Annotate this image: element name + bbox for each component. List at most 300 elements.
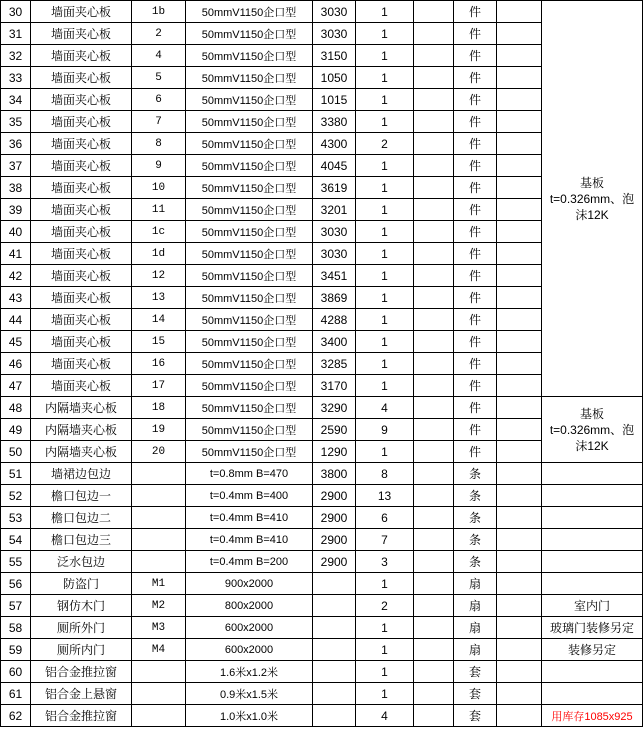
item-name: 铝合金推拉窗 — [31, 661, 132, 683]
blank-cell — [497, 155, 542, 177]
blank-cell — [414, 441, 454, 463]
item-unit: 件 — [454, 199, 497, 221]
blank-cell — [497, 133, 542, 155]
item-code — [132, 551, 186, 573]
item-unit: 扇 — [454, 595, 497, 617]
blank-cell — [414, 177, 454, 199]
item-qty: 13 — [356, 485, 414, 507]
item-spec: 50mmV1150企口型 — [186, 133, 313, 155]
blank-cell — [414, 89, 454, 111]
item-qty: 1 — [356, 155, 414, 177]
row-number: 54 — [1, 529, 31, 551]
item-qty: 1 — [356, 617, 414, 639]
blank-cell — [414, 639, 454, 661]
blank-cell — [414, 199, 454, 221]
item-spec: 1.0米x1.0米 — [186, 705, 313, 727]
table-row — [1, 639, 643, 661]
blank-cell — [497, 705, 542, 727]
item-spec: 600x2000 — [186, 617, 313, 639]
remark-cell — [542, 573, 643, 595]
row-number: 39 — [1, 199, 31, 221]
item-code: M1 — [132, 573, 186, 595]
blank-cell — [414, 331, 454, 353]
remark-cell — [542, 661, 643, 683]
item-spec: 50mmV1150企口型 — [186, 287, 313, 309]
item-qty: 1 — [356, 441, 414, 463]
blank-cell — [497, 595, 542, 617]
item-unit: 套 — [454, 705, 497, 727]
item-unit: 件 — [454, 1, 497, 23]
item-name: 墙面夹心板 — [31, 221, 132, 243]
item-name: 墙面夹心板 — [31, 111, 132, 133]
item-code — [132, 507, 186, 529]
item-name: 檐口包边二 — [31, 507, 132, 529]
item-unit: 件 — [454, 441, 497, 463]
item-code — [132, 485, 186, 507]
item-name: 墙面夹心板 — [31, 309, 132, 331]
item-qty: 4 — [356, 705, 414, 727]
item-unit: 件 — [454, 331, 497, 353]
row-number: 46 — [1, 353, 31, 375]
blank-cell — [497, 639, 542, 661]
item-spec: 50mmV1150企口型 — [186, 177, 313, 199]
table-row — [1, 551, 643, 573]
blank-cell — [497, 67, 542, 89]
blank-cell — [414, 133, 454, 155]
item-name: 墙面夹心板 — [31, 177, 132, 199]
item-name: 墙面夹心板 — [31, 265, 132, 287]
item-spec: 50mmV1150企口型 — [186, 265, 313, 287]
item-code: 19 — [132, 419, 186, 441]
item-qty: 1 — [356, 287, 414, 309]
item-code: 2 — [132, 23, 186, 45]
item-length: 3201 — [313, 199, 356, 221]
item-length: 2590 — [313, 419, 356, 441]
item-qty: 8 — [356, 463, 414, 485]
row-number: 31 — [1, 23, 31, 45]
item-spec: 50mmV1150企口型 — [186, 419, 313, 441]
item-length: 2900 — [313, 551, 356, 573]
item-name: 墙面夹心板 — [31, 331, 132, 353]
row-number: 56 — [1, 573, 31, 595]
row-number: 62 — [1, 705, 31, 727]
blank-cell — [414, 353, 454, 375]
row-number: 47 — [1, 375, 31, 397]
item-qty: 2 — [356, 133, 414, 155]
blank-cell — [497, 661, 542, 683]
item-unit: 件 — [454, 221, 497, 243]
item-qty: 1 — [356, 661, 414, 683]
item-unit: 条 — [454, 507, 497, 529]
blank-cell — [497, 221, 542, 243]
blank-cell — [497, 89, 542, 111]
item-length — [313, 639, 356, 661]
row-number: 40 — [1, 221, 31, 243]
item-length: 3400 — [313, 331, 356, 353]
blank-cell — [497, 683, 542, 705]
item-code: 4 — [132, 45, 186, 67]
row-number: 58 — [1, 617, 31, 639]
item-qty: 1 — [356, 309, 414, 331]
item-code: 13 — [132, 287, 186, 309]
item-length — [313, 573, 356, 595]
item-length: 1290 — [313, 441, 356, 463]
item-spec: 50mmV1150企口型 — [186, 441, 313, 463]
item-qty: 6 — [356, 507, 414, 529]
item-code: 10 — [132, 177, 186, 199]
item-spec: t=0.4mm B=200 — [186, 551, 313, 573]
item-name: 铝合金推拉窗 — [31, 705, 132, 727]
blank-cell — [497, 199, 542, 221]
blank-cell — [414, 529, 454, 551]
item-code: 11 — [132, 199, 186, 221]
blank-cell — [414, 221, 454, 243]
item-length: 3170 — [313, 375, 356, 397]
table-row — [1, 683, 643, 705]
blank-cell — [414, 67, 454, 89]
table-row — [1, 529, 643, 551]
item-length: 4288 — [313, 309, 356, 331]
item-name: 墙面夹心板 — [31, 23, 132, 45]
blank-cell — [497, 529, 542, 551]
blank-cell — [414, 683, 454, 705]
item-code: 16 — [132, 353, 186, 375]
blank-cell — [497, 397, 542, 419]
item-name: 内隔墙夹心板 — [31, 419, 132, 441]
item-name: 墙裙边包边 — [31, 463, 132, 485]
item-qty: 1 — [356, 221, 414, 243]
table-body — [1, 1, 643, 727]
blank-cell — [497, 573, 542, 595]
item-unit: 件 — [454, 155, 497, 177]
item-code: 15 — [132, 331, 186, 353]
item-length: 3030 — [313, 1, 356, 23]
blank-cell — [414, 309, 454, 331]
item-code — [132, 705, 186, 727]
item-length: 3380 — [313, 111, 356, 133]
remark-cell — [542, 485, 643, 507]
item-qty: 9 — [356, 419, 414, 441]
item-length: 2900 — [313, 507, 356, 529]
item-code: M3 — [132, 617, 186, 639]
row-number: 38 — [1, 177, 31, 199]
blank-cell — [414, 463, 454, 485]
remark-cell — [542, 507, 643, 529]
blank-cell — [497, 485, 542, 507]
item-spec: t=0.4mm B=410 — [186, 507, 313, 529]
row-number: 51 — [1, 463, 31, 485]
item-name: 墙面夹心板 — [31, 67, 132, 89]
blank-cell — [414, 23, 454, 45]
item-length — [313, 595, 356, 617]
item-code: 7 — [132, 111, 186, 133]
item-name: 铝合金上悬窗 — [31, 683, 132, 705]
item-name: 钢仿木门 — [31, 595, 132, 617]
blank-cell — [414, 243, 454, 265]
item-length: 3800 — [313, 463, 356, 485]
item-unit: 件 — [454, 45, 497, 67]
remark-cell: 室内门 — [542, 595, 643, 617]
item-length: 1015 — [313, 89, 356, 111]
blank-cell — [414, 551, 454, 573]
blank-cell — [414, 111, 454, 133]
remark-cell: 基板t=0.326mm、泡沫12K — [542, 1, 643, 397]
item-length: 3285 — [313, 353, 356, 375]
row-number: 36 — [1, 133, 31, 155]
row-number: 57 — [1, 595, 31, 617]
item-spec: 50mmV1150企口型 — [186, 243, 313, 265]
item-qty: 1 — [356, 573, 414, 595]
row-number: 44 — [1, 309, 31, 331]
blank-cell — [497, 111, 542, 133]
row-number: 48 — [1, 397, 31, 419]
item-unit: 件 — [454, 397, 497, 419]
item-length — [313, 683, 356, 705]
item-length: 2900 — [313, 529, 356, 551]
item-spec: 50mmV1150企口型 — [186, 45, 313, 67]
item-qty: 1 — [356, 45, 414, 67]
item-code — [132, 683, 186, 705]
item-code — [132, 463, 186, 485]
blank-cell — [497, 23, 542, 45]
item-unit: 件 — [454, 133, 497, 155]
item-code — [132, 529, 186, 551]
item-unit: 件 — [454, 309, 497, 331]
item-spec: 0.9米x1.5米 — [186, 683, 313, 705]
item-unit: 件 — [454, 287, 497, 309]
blank-cell — [497, 177, 542, 199]
row-number: 30 — [1, 1, 31, 23]
table-row — [1, 485, 643, 507]
row-number: 59 — [1, 639, 31, 661]
item-length: 3030 — [313, 23, 356, 45]
item-qty: 1 — [356, 199, 414, 221]
item-length — [313, 661, 356, 683]
item-name: 厕所外门 — [31, 617, 132, 639]
remark-cell: 装修另定 — [542, 639, 643, 661]
item-code: 8 — [132, 133, 186, 155]
item-unit: 件 — [454, 265, 497, 287]
item-code: 17 — [132, 375, 186, 397]
blank-cell — [414, 661, 454, 683]
item-spec: 50mmV1150企口型 — [186, 199, 313, 221]
remark-cell — [542, 683, 643, 705]
blank-cell — [414, 45, 454, 67]
remark-cell: 基板t=0.326mm、泡沫12K — [542, 397, 643, 463]
row-number: 33 — [1, 67, 31, 89]
item-spec: 50mmV1150企口型 — [186, 397, 313, 419]
table-row — [1, 595, 643, 617]
blank-cell — [497, 331, 542, 353]
item-code: 18 — [132, 397, 186, 419]
item-code: 1c — [132, 221, 186, 243]
blank-cell — [414, 265, 454, 287]
item-length: 4300 — [313, 133, 356, 155]
item-name: 墙面夹心板 — [31, 45, 132, 67]
blank-cell — [497, 309, 542, 331]
blank-cell — [414, 705, 454, 727]
item-spec: 50mmV1150企口型 — [186, 1, 313, 23]
blank-cell — [497, 441, 542, 463]
item-code — [132, 661, 186, 683]
blank-cell — [497, 45, 542, 67]
row-number: 49 — [1, 419, 31, 441]
item-length: 2900 — [313, 485, 356, 507]
row-number: 42 — [1, 265, 31, 287]
item-unit: 件 — [454, 419, 497, 441]
blank-cell — [414, 595, 454, 617]
item-qty: 1 — [356, 375, 414, 397]
item-unit: 件 — [454, 111, 497, 133]
blank-cell — [497, 617, 542, 639]
item-length — [313, 617, 356, 639]
blank-cell — [497, 353, 542, 375]
item-length: 3619 — [313, 177, 356, 199]
item-name: 防盗门 — [31, 573, 132, 595]
blank-cell — [414, 507, 454, 529]
item-code: 12 — [132, 265, 186, 287]
item-unit: 套 — [454, 661, 497, 683]
blank-cell — [414, 485, 454, 507]
blank-cell — [497, 265, 542, 287]
blank-cell — [497, 419, 542, 441]
item-name: 内隔墙夹心板 — [31, 397, 132, 419]
table-row — [1, 661, 643, 683]
item-name: 檐口包边三 — [31, 529, 132, 551]
item-unit: 件 — [454, 89, 497, 111]
item-qty: 1 — [356, 265, 414, 287]
item-unit: 扇 — [454, 573, 497, 595]
blank-cell — [414, 155, 454, 177]
item-length: 3150 — [313, 45, 356, 67]
item-spec: 50mmV1150企口型 — [186, 23, 313, 45]
item-code: M4 — [132, 639, 186, 661]
blank-cell — [497, 551, 542, 573]
item-qty: 1 — [356, 331, 414, 353]
item-name: 墙面夹心板 — [31, 287, 132, 309]
row-number: 41 — [1, 243, 31, 265]
item-spec: 50mmV1150企口型 — [186, 89, 313, 111]
remark-cell: 用库存1085x925 — [542, 705, 643, 727]
item-code: 14 — [132, 309, 186, 331]
item-spec: 50mmV1150企口型 — [186, 353, 313, 375]
item-name: 泛水包边 — [31, 551, 132, 573]
row-number: 52 — [1, 485, 31, 507]
item-unit: 条 — [454, 529, 497, 551]
item-length: 3030 — [313, 221, 356, 243]
item-spec: 50mmV1150企口型 — [186, 375, 313, 397]
row-number: 45 — [1, 331, 31, 353]
blank-cell — [414, 287, 454, 309]
item-name: 墙面夹心板 — [31, 243, 132, 265]
row-number: 32 — [1, 45, 31, 67]
blank-cell — [497, 243, 542, 265]
table-row — [1, 397, 643, 419]
item-unit: 条 — [454, 463, 497, 485]
row-number: 35 — [1, 111, 31, 133]
blank-cell — [414, 419, 454, 441]
item-spec: 800x2000 — [186, 595, 313, 617]
blank-cell — [414, 573, 454, 595]
item-name: 墙面夹心板 — [31, 89, 132, 111]
item-name: 墙面夹心板 — [31, 1, 132, 23]
item-spec: 600x2000 — [186, 639, 313, 661]
item-length: 3451 — [313, 265, 356, 287]
item-length — [313, 705, 356, 727]
item-unit: 条 — [454, 485, 497, 507]
blank-cell — [497, 463, 542, 485]
item-spec: 50mmV1150企口型 — [186, 331, 313, 353]
item-unit: 件 — [454, 67, 497, 89]
item-name: 檐口包边一 — [31, 485, 132, 507]
item-code: 1b — [132, 1, 186, 23]
remark-cell — [542, 463, 643, 485]
item-length: 3869 — [313, 287, 356, 309]
item-code: 6 — [132, 89, 186, 111]
remark-cell — [542, 551, 643, 573]
item-qty: 1 — [356, 1, 414, 23]
row-number: 55 — [1, 551, 31, 573]
item-unit: 件 — [454, 243, 497, 265]
blank-cell — [497, 507, 542, 529]
item-code: 9 — [132, 155, 186, 177]
item-name: 墙面夹心板 — [31, 353, 132, 375]
remark-cell — [542, 529, 643, 551]
item-spec: 900x2000 — [186, 573, 313, 595]
item-length: 4045 — [313, 155, 356, 177]
table-row — [1, 705, 643, 727]
blank-cell — [414, 617, 454, 639]
item-qty: 1 — [356, 67, 414, 89]
row-number: 34 — [1, 89, 31, 111]
item-code: 20 — [132, 441, 186, 463]
item-unit: 扇 — [454, 617, 497, 639]
blank-cell — [414, 1, 454, 23]
item-spec: t=0.8mm B=470 — [186, 463, 313, 485]
item-spec: 50mmV1150企口型 — [186, 67, 313, 89]
row-number: 50 — [1, 441, 31, 463]
item-spec: 50mmV1150企口型 — [186, 155, 313, 177]
item-qty: 4 — [356, 397, 414, 419]
item-unit: 件 — [454, 177, 497, 199]
item-length: 3030 — [313, 243, 356, 265]
item-unit: 件 — [454, 353, 497, 375]
item-unit: 套 — [454, 683, 497, 705]
table-row — [1, 1, 643, 23]
item-code: 1d — [132, 243, 186, 265]
item-spec: 1.6米x1.2米 — [186, 661, 313, 683]
item-code: M2 — [132, 595, 186, 617]
item-name: 墙面夹心板 — [31, 375, 132, 397]
remark-cell: 玻璃门装修另定 — [542, 617, 643, 639]
item-qty: 3 — [356, 551, 414, 573]
item-length: 3290 — [313, 397, 356, 419]
item-unit: 条 — [454, 551, 497, 573]
item-spec: 50mmV1150企口型 — [186, 111, 313, 133]
item-qty: 1 — [356, 639, 414, 661]
item-unit: 件 — [454, 375, 497, 397]
blank-cell — [497, 375, 542, 397]
item-unit: 件 — [454, 23, 497, 45]
item-qty: 1 — [356, 683, 414, 705]
table-row — [1, 617, 643, 639]
item-qty: 2 — [356, 595, 414, 617]
item-unit: 扇 — [454, 639, 497, 661]
blank-cell — [497, 1, 542, 23]
blank-cell — [497, 287, 542, 309]
item-name: 墙面夹心板 — [31, 155, 132, 177]
item-name: 厕所内门 — [31, 639, 132, 661]
